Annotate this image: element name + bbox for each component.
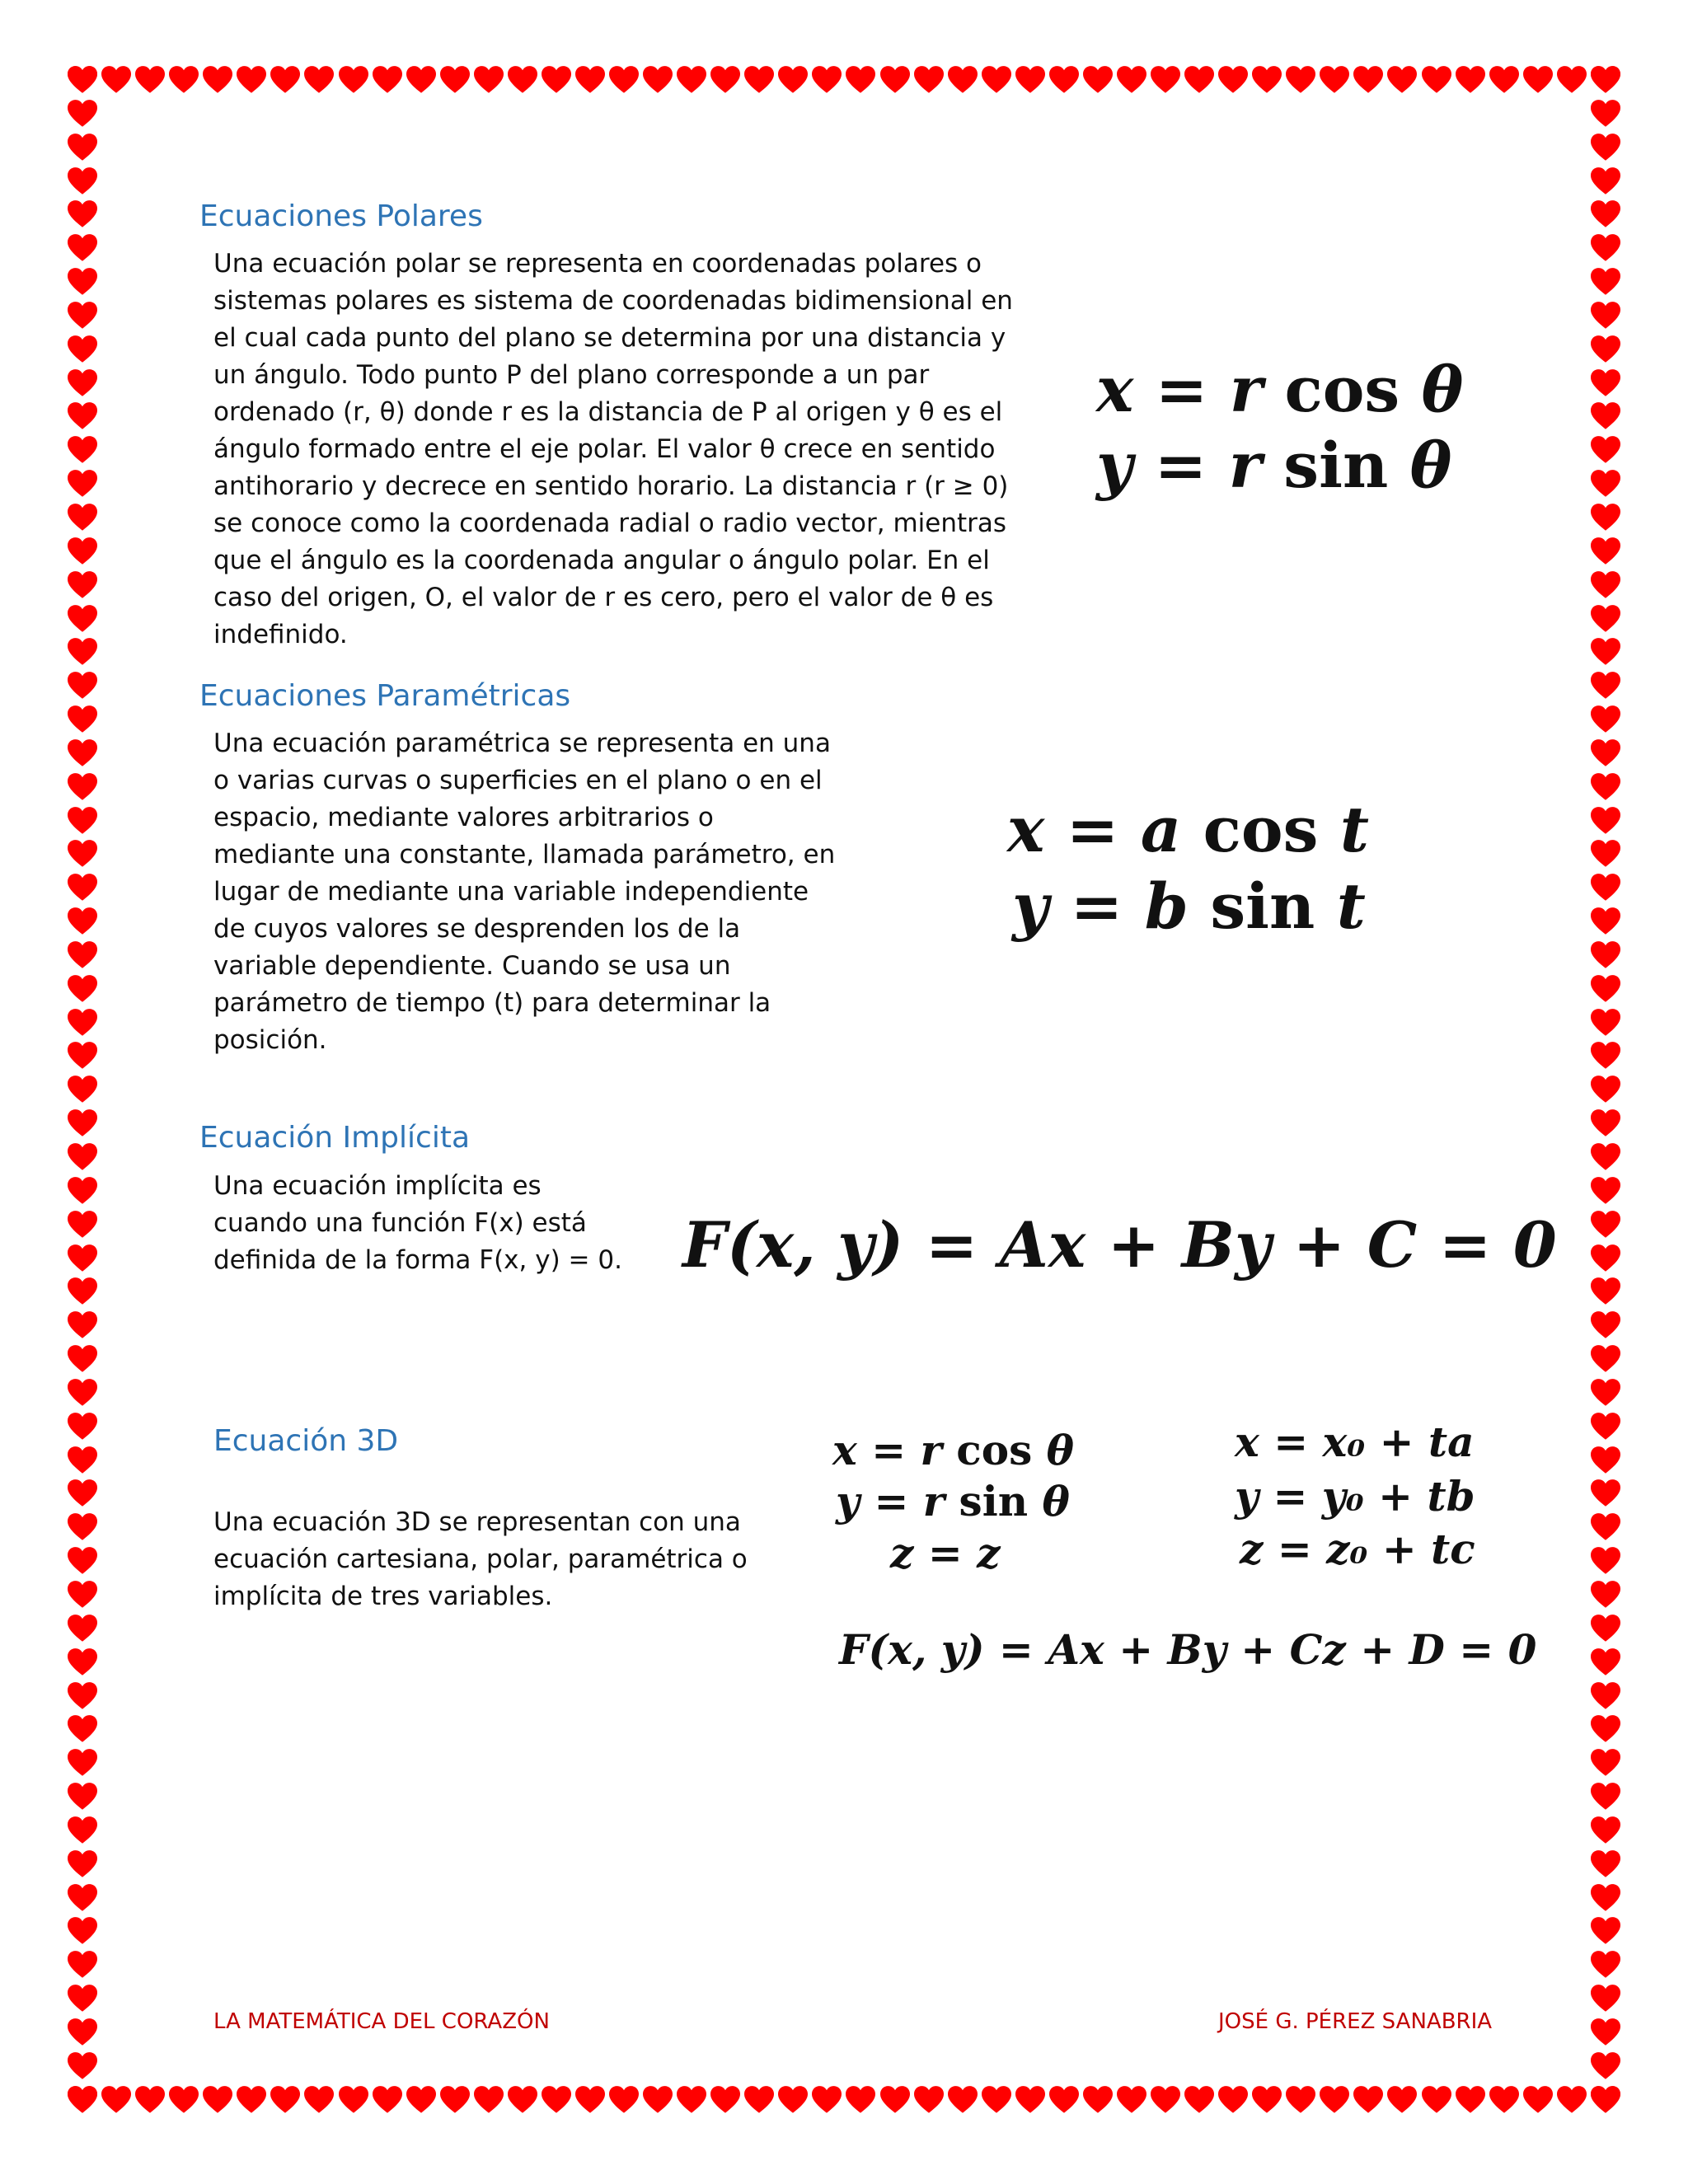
heart-icon bbox=[68, 1143, 97, 1171]
heart-icon bbox=[609, 2086, 639, 2114]
cylindrical-equation-x-text: x = r cos θ bbox=[832, 1426, 1075, 1474]
heart-icon bbox=[982, 2086, 1011, 2114]
heart-icon bbox=[1591, 1615, 1620, 1643]
heart-icon bbox=[1353, 2086, 1383, 2114]
heart-icon bbox=[135, 66, 165, 94]
heart-icon bbox=[1591, 840, 1620, 868]
heart-icon bbox=[474, 66, 504, 94]
heart-icon bbox=[643, 2086, 673, 2114]
heart-icon bbox=[1591, 200, 1620, 228]
heart-icon bbox=[1591, 1211, 1620, 1239]
heart-icon bbox=[812, 2086, 842, 2114]
line-equation-y bbox=[1235, 1472, 1475, 1521]
heart-icon bbox=[1591, 1042, 1620, 1070]
heart-icon bbox=[1591, 1446, 1620, 1474]
heart-icon bbox=[1218, 2086, 1248, 2114]
heart-icon bbox=[68, 1749, 97, 1777]
line-equation-x-text: x = x₀ + ta bbox=[1235, 1418, 1475, 1466]
heart-icon bbox=[1591, 1244, 1620, 1272]
heart-icon bbox=[68, 402, 97, 430]
heart-icon bbox=[68, 504, 97, 532]
heart-icon bbox=[1489, 2086, 1519, 2114]
heart-icon bbox=[778, 2086, 808, 2114]
heart-icon bbox=[880, 2086, 910, 2114]
heart-icon bbox=[169, 66, 199, 94]
heart-icon bbox=[1083, 66, 1113, 94]
heart-icon bbox=[1591, 2086, 1620, 2114]
heart-icon bbox=[1151, 2086, 1180, 2114]
heart-icon bbox=[68, 1615, 97, 1643]
heart-icon bbox=[135, 2086, 165, 2114]
line-equation-z bbox=[1240, 1525, 1475, 1573]
heart-icon bbox=[948, 2086, 978, 2114]
heart-icon bbox=[1591, 1009, 1620, 1037]
heart-icon bbox=[68, 605, 97, 633]
heart-icon bbox=[744, 66, 774, 94]
parametric-equation-y-text: y = b sin t bbox=[1012, 869, 1366, 943]
heart-icon bbox=[1591, 1379, 1620, 1407]
heart-icon bbox=[68, 1042, 97, 1070]
heart-icon bbox=[1591, 1547, 1620, 1575]
footer-left: LA MATEMÁTICA DEL CORAZÓN bbox=[213, 2009, 550, 2034]
heart-icon bbox=[1489, 66, 1519, 94]
heart-border-right bbox=[1591, 66, 1620, 2114]
heart-icon bbox=[68, 672, 97, 700]
polar-equation-y-text: y = r sin θ bbox=[1096, 429, 1452, 502]
heart-icon bbox=[609, 66, 639, 94]
heart-icon bbox=[68, 1177, 97, 1205]
line-equation-z-text: z = z₀ + tc bbox=[1240, 1525, 1475, 1573]
heart-icon bbox=[68, 571, 97, 599]
heart-icon bbox=[270, 66, 300, 94]
heart-icon bbox=[1591, 1682, 1620, 1710]
polar-equation-x-text: x = r cos θ bbox=[1096, 353, 1464, 426]
heart-icon bbox=[1591, 1816, 1620, 1844]
heart-icon bbox=[68, 1783, 97, 1811]
cylindrical-equation-y-text: y = r sin θ bbox=[836, 1477, 1070, 1526]
heart-icon bbox=[1591, 672, 1620, 700]
heart-icon bbox=[1151, 66, 1180, 94]
heart-icon bbox=[1591, 1715, 1620, 1743]
heart-icon bbox=[1591, 941, 1620, 969]
heart-icon bbox=[1591, 1513, 1620, 1541]
heart-icon bbox=[68, 1951, 97, 1979]
heart-icon bbox=[68, 1884, 97, 1912]
heart-icon bbox=[1320, 66, 1349, 94]
heart-icon bbox=[1523, 66, 1553, 94]
heart-icon bbox=[812, 66, 842, 94]
heart-icon bbox=[68, 1244, 97, 1272]
heart-icon bbox=[710, 66, 740, 94]
heart-icon bbox=[440, 2086, 470, 2114]
heart-icon bbox=[406, 66, 436, 94]
heart-icon bbox=[1591, 402, 1620, 430]
heart-icon bbox=[270, 2086, 300, 2114]
heart-icon bbox=[68, 1513, 97, 1541]
three-d-heading: Ecuación 3D bbox=[213, 1424, 399, 1458]
heart-icon bbox=[169, 2086, 199, 2114]
cylindrical-equation-y bbox=[836, 1477, 1070, 1526]
heart-icon bbox=[68, 335, 97, 363]
cylindrical-equation-x bbox=[832, 1426, 1074, 1474]
heart-icon bbox=[68, 369, 97, 397]
heart-icon bbox=[1422, 2086, 1451, 2114]
heart-icon bbox=[1591, 1109, 1620, 1137]
parametric-heading: Ecuaciones Paramétricas bbox=[199, 679, 571, 713]
heart-icon bbox=[1591, 302, 1620, 330]
heart-icon bbox=[1591, 268, 1620, 296]
heart-icon bbox=[914, 2086, 944, 2114]
heart-icon bbox=[1049, 66, 1079, 94]
heart-icon bbox=[237, 2086, 266, 2114]
heart-icon bbox=[339, 66, 368, 94]
heart-icon bbox=[1286, 2086, 1315, 2114]
heart-icon bbox=[643, 66, 673, 94]
heart-icon bbox=[203, 66, 232, 94]
parametric-paragraph: Una ecuación paramétrica se representa en una o varias curvas o superficies en el plano o en el espacio, mediante valores arbitrarios o mediante una constante, llamada parámetro, en lugar de mediante una variable independiente de cuyos valores se desprenden los de la variable dependiente. Cuando se usa un parámetro de tiempo (t) para determinar la posición. bbox=[213, 729, 836, 1055]
heart-icon bbox=[1591, 2018, 1620, 2046]
heart-icon bbox=[1218, 66, 1248, 94]
heart-icon bbox=[237, 66, 266, 94]
heart-icon bbox=[1591, 975, 1620, 1003]
implicit-heading: Ecuación Implícita bbox=[199, 1121, 471, 1155]
heart-icon bbox=[68, 975, 97, 1003]
heart-icon bbox=[406, 2086, 436, 2114]
heart-icon bbox=[1286, 66, 1315, 94]
heart-icon bbox=[68, 1479, 97, 1507]
heart-icon bbox=[68, 1413, 97, 1441]
heart-icon bbox=[1591, 705, 1620, 733]
heart-icon bbox=[68, 268, 97, 296]
heart-icon bbox=[1591, 335, 1620, 363]
heart-icon bbox=[948, 66, 978, 94]
heart-icon bbox=[1591, 100, 1620, 128]
heart-icon bbox=[1456, 66, 1485, 94]
heart-icon bbox=[1456, 2086, 1485, 2114]
heart-icon bbox=[508, 2086, 537, 2114]
heart-icon bbox=[710, 2086, 740, 2114]
heart-icon bbox=[68, 874, 97, 902]
heart-icon bbox=[68, 167, 97, 195]
heart-icon bbox=[1591, 369, 1620, 397]
parametric-equation-y bbox=[1012, 869, 1366, 943]
heart-icon bbox=[542, 66, 571, 94]
heart-icon bbox=[575, 66, 605, 94]
heart-icon bbox=[203, 2086, 232, 2114]
three-d-paragraph: Una ecuación 3D se representan con una ecuación cartesiana, polar, paramétrica o implícita de tres variables. bbox=[213, 1507, 748, 1611]
heart-icon bbox=[68, 807, 97, 835]
heart-icon bbox=[68, 941, 97, 969]
heart-icon bbox=[1320, 2086, 1349, 2114]
heart-icon bbox=[68, 234, 97, 262]
heart-icon bbox=[1591, 1951, 1620, 1979]
heart-icon bbox=[1015, 2086, 1045, 2114]
heart-icon bbox=[1252, 2086, 1282, 2114]
heart-icon bbox=[68, 2052, 97, 2080]
heart-icon bbox=[1557, 66, 1587, 94]
heart-icon bbox=[68, 1547, 97, 1575]
heart-icon bbox=[1591, 1648, 1620, 1676]
heart-icon bbox=[1591, 1345, 1620, 1373]
heart-icon bbox=[1252, 66, 1282, 94]
heart-icon bbox=[68, 1379, 97, 1407]
heart-icon bbox=[575, 2086, 605, 2114]
heart-icon bbox=[68, 638, 97, 666]
heart-icon bbox=[778, 66, 808, 94]
heart-icon bbox=[1591, 504, 1620, 532]
heart-icon bbox=[1591, 1884, 1620, 1912]
heart-icon bbox=[440, 66, 470, 94]
heart-icon bbox=[68, 773, 97, 801]
heart-icon bbox=[68, 1985, 97, 2013]
heart-icon bbox=[68, 705, 97, 733]
heart-icon bbox=[1422, 66, 1451, 94]
heart-icon bbox=[1591, 134, 1620, 162]
heart-icon bbox=[1591, 1311, 1620, 1339]
heart-icon bbox=[68, 66, 97, 94]
heart-icon bbox=[68, 1345, 97, 1373]
heart-icon bbox=[68, 1648, 97, 1676]
heart-icon bbox=[1591, 470, 1620, 498]
heart-icon bbox=[1117, 2086, 1146, 2114]
parametric-equation-x bbox=[1007, 793, 1369, 866]
heart-icon bbox=[1591, 234, 1620, 262]
heart-icon bbox=[68, 1009, 97, 1037]
heart-icon bbox=[1591, 1850, 1620, 1878]
heart-icon bbox=[68, 2018, 97, 2046]
cylindrical-equation-z-text: z = z bbox=[890, 1529, 1001, 1577]
heart-icon bbox=[846, 66, 875, 94]
heart-icon bbox=[846, 2086, 875, 2114]
heart-icon bbox=[1591, 167, 1620, 195]
heart-icon bbox=[1387, 2086, 1417, 2114]
heart-icon bbox=[1591, 1413, 1620, 1441]
heart-icon bbox=[68, 436, 97, 464]
heart-icon bbox=[1591, 2052, 1620, 2080]
heart-icon bbox=[304, 66, 334, 94]
heart-icon bbox=[68, 1211, 97, 1239]
heart-icon bbox=[677, 2086, 706, 2114]
heart-icon bbox=[1591, 739, 1620, 767]
heart-icon bbox=[68, 1581, 97, 1609]
heart-icon bbox=[68, 1715, 97, 1743]
heart-icon bbox=[1591, 1143, 1620, 1171]
heart-icon bbox=[1557, 2086, 1587, 2114]
polar-paragraph: Una ecuación polar se representa en coordenadas polares o sistemas polares es sistema de coordenadas bidimensional en el cual cada punto del plano se determina por una distancia y un ángulo. Todo punto P del plano corresponde a un par ordenado (r, θ) donde r es la distancia de P al origen y θ es el ángulo formado entre el eje polar. El valor θ crece en sentido antihorario y decrece en sentido horario. La distancia r (r ≥ 0) se conoce como la coordenada radial o radio vector, mientras que el ángulo es la coordenada angular o ángulo polar. En el caso del origen, O, el valor de r es cero, pero el valor de θ es indefinido. bbox=[213, 249, 1013, 649]
heart-icon bbox=[1049, 2086, 1079, 2114]
heart-icon bbox=[68, 100, 97, 128]
heart-icon bbox=[68, 1277, 97, 1305]
heart-icon bbox=[1184, 66, 1214, 94]
heart-icon bbox=[1387, 66, 1417, 94]
heart-icon bbox=[982, 66, 1011, 94]
cylindrical-equation-z bbox=[890, 1529, 1001, 1577]
heart-icon bbox=[68, 840, 97, 868]
heart-icon bbox=[68, 537, 97, 565]
heart-icon bbox=[101, 66, 131, 94]
heart-icon bbox=[1591, 1177, 1620, 1205]
heart-icon bbox=[68, 1109, 97, 1137]
plane-equation bbox=[839, 1625, 1536, 1674]
heart-icon bbox=[914, 66, 944, 94]
heart-icon bbox=[68, 1850, 97, 1878]
heart-icon bbox=[68, 302, 97, 330]
heart-icon bbox=[1591, 874, 1620, 902]
heart-icon bbox=[1523, 2086, 1553, 2114]
heart-icon bbox=[1591, 907, 1620, 935]
heart-icon bbox=[1591, 571, 1620, 599]
polar-equation-y bbox=[1096, 429, 1451, 502]
heart-icon bbox=[508, 66, 537, 94]
plane-equation-text: F(x, y) = Ax + By + Cz + D = 0 bbox=[839, 1625, 1537, 1674]
heart-icon bbox=[1083, 2086, 1113, 2114]
footer-right: JOSÉ G. PÉREZ SANABRIA bbox=[1218, 2009, 1493, 2034]
heart-icon bbox=[1591, 1076, 1620, 1104]
heart-icon bbox=[68, 739, 97, 767]
heart-icon bbox=[1591, 66, 1620, 94]
heart-icon bbox=[68, 1076, 97, 1104]
heart-icon bbox=[68, 1446, 97, 1474]
heart-icon bbox=[68, 470, 97, 498]
implicit-equation bbox=[682, 1208, 1557, 1282]
heart-icon bbox=[1591, 436, 1620, 464]
heart-icon bbox=[1591, 605, 1620, 633]
heart-border-top bbox=[68, 66, 1620, 94]
heart-icon bbox=[373, 66, 402, 94]
heart-icon bbox=[1591, 1985, 1620, 2013]
heart-icon bbox=[1591, 773, 1620, 801]
heart-icon bbox=[68, 2086, 97, 2114]
heart-icon bbox=[1591, 1749, 1620, 1777]
line-equation-x bbox=[1235, 1418, 1474, 1466]
heart-icon bbox=[1591, 1479, 1620, 1507]
heart-icon bbox=[1015, 66, 1045, 94]
heart-icon bbox=[744, 2086, 774, 2114]
heart-icon bbox=[1591, 1581, 1620, 1609]
heart-icon bbox=[474, 2086, 504, 2114]
heart-icon bbox=[68, 1816, 97, 1844]
heart-icon bbox=[1184, 2086, 1214, 2114]
heart-icon bbox=[68, 200, 97, 228]
polar-heading: Ecuaciones Polares bbox=[199, 199, 483, 233]
heart-icon bbox=[1591, 1917, 1620, 1945]
heart-icon bbox=[1591, 1783, 1620, 1811]
heart-icon bbox=[68, 907, 97, 935]
heart-icon bbox=[677, 66, 706, 94]
heart-icon bbox=[339, 2086, 368, 2114]
heart-icon bbox=[1117, 66, 1146, 94]
heart-icon bbox=[68, 1917, 97, 1945]
implicit-equation-text: F(x, y) = Ax + By + C = 0 bbox=[682, 1208, 1557, 1282]
heart-border-left bbox=[68, 66, 97, 2114]
heart-icon bbox=[1591, 1277, 1620, 1305]
polar-equation-x bbox=[1096, 353, 1463, 426]
line-equation-y-text: y = y₀ + tb bbox=[1235, 1472, 1475, 1521]
implicit-paragraph: Una ecuación implícita es cuando una función F(x) está definida de la forma F(x, y) = 0. bbox=[213, 1171, 622, 1275]
heart-icon bbox=[1353, 66, 1383, 94]
heart-icon bbox=[1591, 638, 1620, 666]
heart-icon bbox=[304, 2086, 334, 2114]
heart-icon bbox=[68, 1682, 97, 1710]
heart-icon bbox=[68, 134, 97, 162]
heart-icon bbox=[68, 1311, 97, 1339]
heart-icon bbox=[101, 2086, 131, 2114]
parametric-equation-x-text: x = a cos t bbox=[1007, 793, 1369, 866]
heart-icon bbox=[880, 66, 910, 94]
heart-border-bottom bbox=[68, 2086, 1620, 2114]
heart-icon bbox=[1591, 537, 1620, 565]
heart-icon bbox=[1591, 807, 1620, 835]
heart-icon bbox=[542, 2086, 571, 2114]
heart-icon bbox=[373, 2086, 402, 2114]
